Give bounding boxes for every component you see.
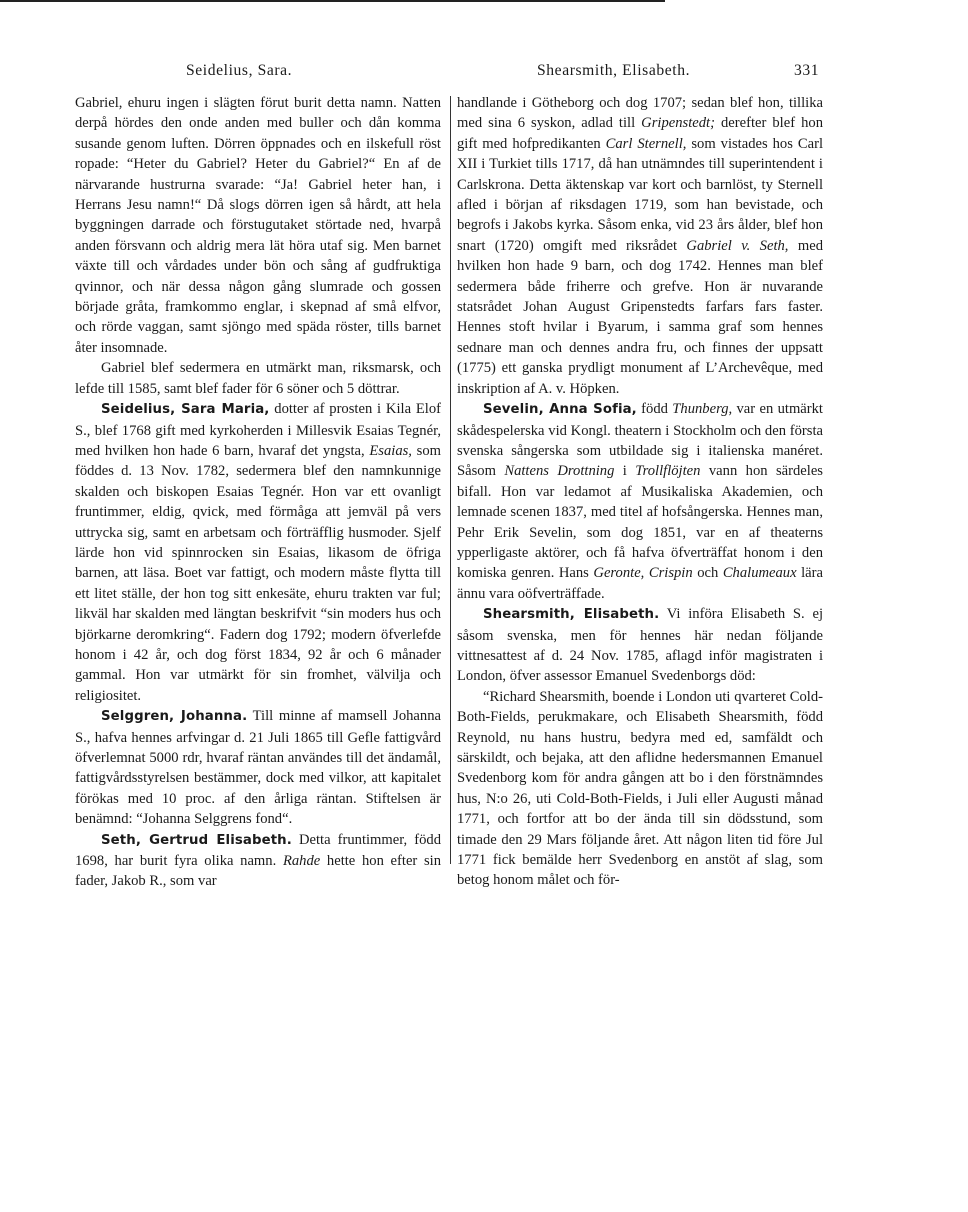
italic-text: Rahde	[282, 853, 321, 870]
italic-text: Esaias,	[369, 442, 412, 459]
body-text: Detta fruntimmer, född 1698, har burit fyra olika namn.	[75, 831, 441, 870]
left-column	[75, 93, 441, 892]
italic-text: Gripenstedt;	[641, 115, 715, 132]
body-text: Vi införa Elisabeth S. ej såsom svenska, men för hennes här nedan följande vittnesattest af d. 24 Nov. 1785, aflagd inför magistraten i London, öfver assessor Emanuel Svedenborgs död:	[457, 606, 823, 685]
column-divider	[450, 96, 451, 864]
paragraph	[75, 358, 441, 399]
body-text: i	[614, 463, 636, 480]
paragraph	[457, 604, 823, 687]
italic-text: Gabriel v. Seth,	[686, 237, 789, 254]
right-column	[457, 93, 823, 891]
paragraph	[75, 706, 441, 829]
body-text: som föddes d. 13 Nov. 1782, sedermera blef den namnkunnige skalden och biskopen Esaias Tegnér. Hon var ett ovanligt fruntimmer, eldig, qvick, med förmåga att jemväl på vers uttrycka sig, samt en arbetsam och förträfflig husmoder. Sjelf lärde hon vid spinnrocken sin Esaias, likasom de öfriga barnen, att läsa. Boet var fattigt, och modern måste flytta till ett litet ställe, der hon tog sitt enkesäte, ehuru trakten var ful; likväl har skalden med längtan beskrifvit “sin moders hus och björkarne deromkring“. Fadern dog 1792; modern öfverlefde honom i 42 år, och dog först 1834, 92 år och 6 månader gammal. Hon var utmärkt för sin fromhet, välvilja och religiositet.	[75, 442, 441, 704]
body-text: hette hon efter sin fader, Jakob R., som var	[75, 853, 442, 890]
header-left: Seidelius, Sara.	[186, 62, 293, 79]
running-header	[0, 62, 968, 86]
entry-heading: Seth, Gertrud Elisabeth.	[101, 832, 292, 848]
entry-heading: Seidelius, Sara Maria,	[101, 402, 270, 418]
italic-text: Carl Sternell,	[605, 135, 687, 152]
body-text: vann hon särdeles bifall. Hon var ledamot af Musikaliska Akademien, och lemnade scenen 1837, med titel af hofsångerska. Hennes man, Pehr Erik Sevelin, som dog 1851, var en af theaterns ypperligaste aktörer, och få hafva öfverträffat honom i den komiska genren. Hans	[457, 463, 823, 582]
paragraph	[457, 687, 823, 891]
body-text: född	[636, 401, 673, 418]
italic-text: Geronte, Crispin	[593, 565, 693, 582]
italic-text: Nattens Drottning	[504, 463, 615, 480]
body-text: Gabriel, ehuru ingen i slägten förut burit detta namn. Natten derpå hördes den onde anden med buller och dån komma susande genom luften. Dörren öppnades och en ilskefull röst ropade: “Heter du Gabriel? Heter du Gabriel?“ En af de närvarande hustrurna svarade: “Ja! Gabriel heter han, i Herrans Jesu namn!“ Då slogs dörren igen så hårdt, att hela byggningen darrade och förstugutaket störtade ned, hvarpå anden försvann och aldrig mera lät höra utaf sig. Men barnet växte till och vårdades under bön och sång af gudfruktiga qvinnor, och när dessa någon gång slumrade och gossen började gråta, framkommo englar, i skepnad af små elfvor, och rörde vaggan, samt sjöngo med späda röster, tills barnet åter insomnade.	[75, 95, 441, 356]
body-text: Gabriel blef sedermera en utmärkt man, riksmarsk, och lefde till 1585, samt blef fader för 6 söner och 5 döttrar.	[75, 360, 441, 397]
italic-text: Chalumeaux	[722, 565, 797, 582]
body-text: handlande i Götheborg och dog 1707; sedan blef hon, tillika med sina 6 syskon, adlad till	[457, 95, 823, 132]
page-number: 331	[794, 62, 820, 79]
body-text: Till minne af mamsell Johanna S., hafva hennes arfvingar d. 21 Juli 1865 till Gefle fattigvård öfverlemnat 5000 rdr, hvaraf räntan användes till det ändamål, fattigvårdsstyrelsen bestämmer, dock med vilkor, att kapitalet förökas med 10 proc. af den årliga räntan. Stiftelsen är benämnd: “Johanna Selggrens fond“.	[75, 708, 441, 828]
entry-heading: Shearsmith, Elisabeth.	[483, 607, 660, 623]
top-rule	[0, 0, 665, 2]
body-text: derefter blef hon gift med hofpredikanten	[457, 115, 824, 152]
body-text: och	[692, 565, 723, 582]
paragraph	[457, 93, 823, 399]
body-text: lära ännu vara oöfverträffade.	[457, 565, 823, 602]
paragraph	[457, 399, 823, 604]
body-text: med hvilken hon hade 9 barn, och dog 1742. Hennes man blef sedermera både friherre och grefve. Hon är nuvarande statsrådet Johan August Gripenstedts farfars fars faster. Hennes stoft hvilar i Byarum, i samma graf som hennes sednare man och dennes andra fru, och finnes der uppsatt (1775) ett ganska prydligt monument af L’Archevêque, med inskription af A. v. Höpken.	[457, 237, 824, 397]
entry-heading: Sevelin, Anna Sofia,	[483, 402, 637, 418]
body-text: dotter af prosten i Kila Elof S., blef 1768 gift med kyrkoherden i Millesvik Esaias Tegnér, med hvilken hon hade 6 barn, hvaraf det yngsta,	[75, 401, 441, 459]
body-text: var en utmärkt skådespelerska vid Kongl. theatern i Stockholm och den första svenska sångerska som utbildade sig i italienska manéret. Såsom	[457, 401, 823, 480]
italic-text: Trollflöjten	[635, 463, 701, 480]
paragraph	[75, 830, 441, 892]
header-right: Shearsmith, Elisabeth.	[537, 62, 691, 79]
italic-text: Thunberg,	[672, 401, 733, 418]
paragraph	[75, 93, 441, 358]
entry-heading: Selggren, Johanna.	[101, 709, 248, 725]
body-text: som vistades hos Carl XII i Turkiet tills 1717, då han utnämndes till superintendent i Carlskrona. Detta äktenskap var kort och barnlöst, ty Sternell afled i början af riksdagen 1719, som han bevistade, och begrofs i Jakobs kyrka. Såsom enka, vid 23 års ålder, blef hon snart (1720) omgift med riksrådet	[457, 135, 823, 254]
body-text: “Richard Shearsmith, boende i London uti qvarteret Cold-Both-Fields, perukmakare, och Elisabeth Shearsmith, född Reynold, nu hans hustru, bedyra med ed, samfäldt och särskildt, och bejaka, att den aflidne hedersmannen Emanuel Svedenborg kom för andra gången att bo i den förstnämndes hus, N:o 26, uti Cold-Both-Fields, i Juli eller Augusti månad 1771, och fortfor att bo der ända till sin dödsstund, som timade den 29 Mars följande året. Att någon liten tid före Jul 1771 fick bemälde herr Svedenborg en anstöt af slag, som betog honom målet och för-	[457, 688, 823, 889]
paragraph	[75, 399, 441, 706]
